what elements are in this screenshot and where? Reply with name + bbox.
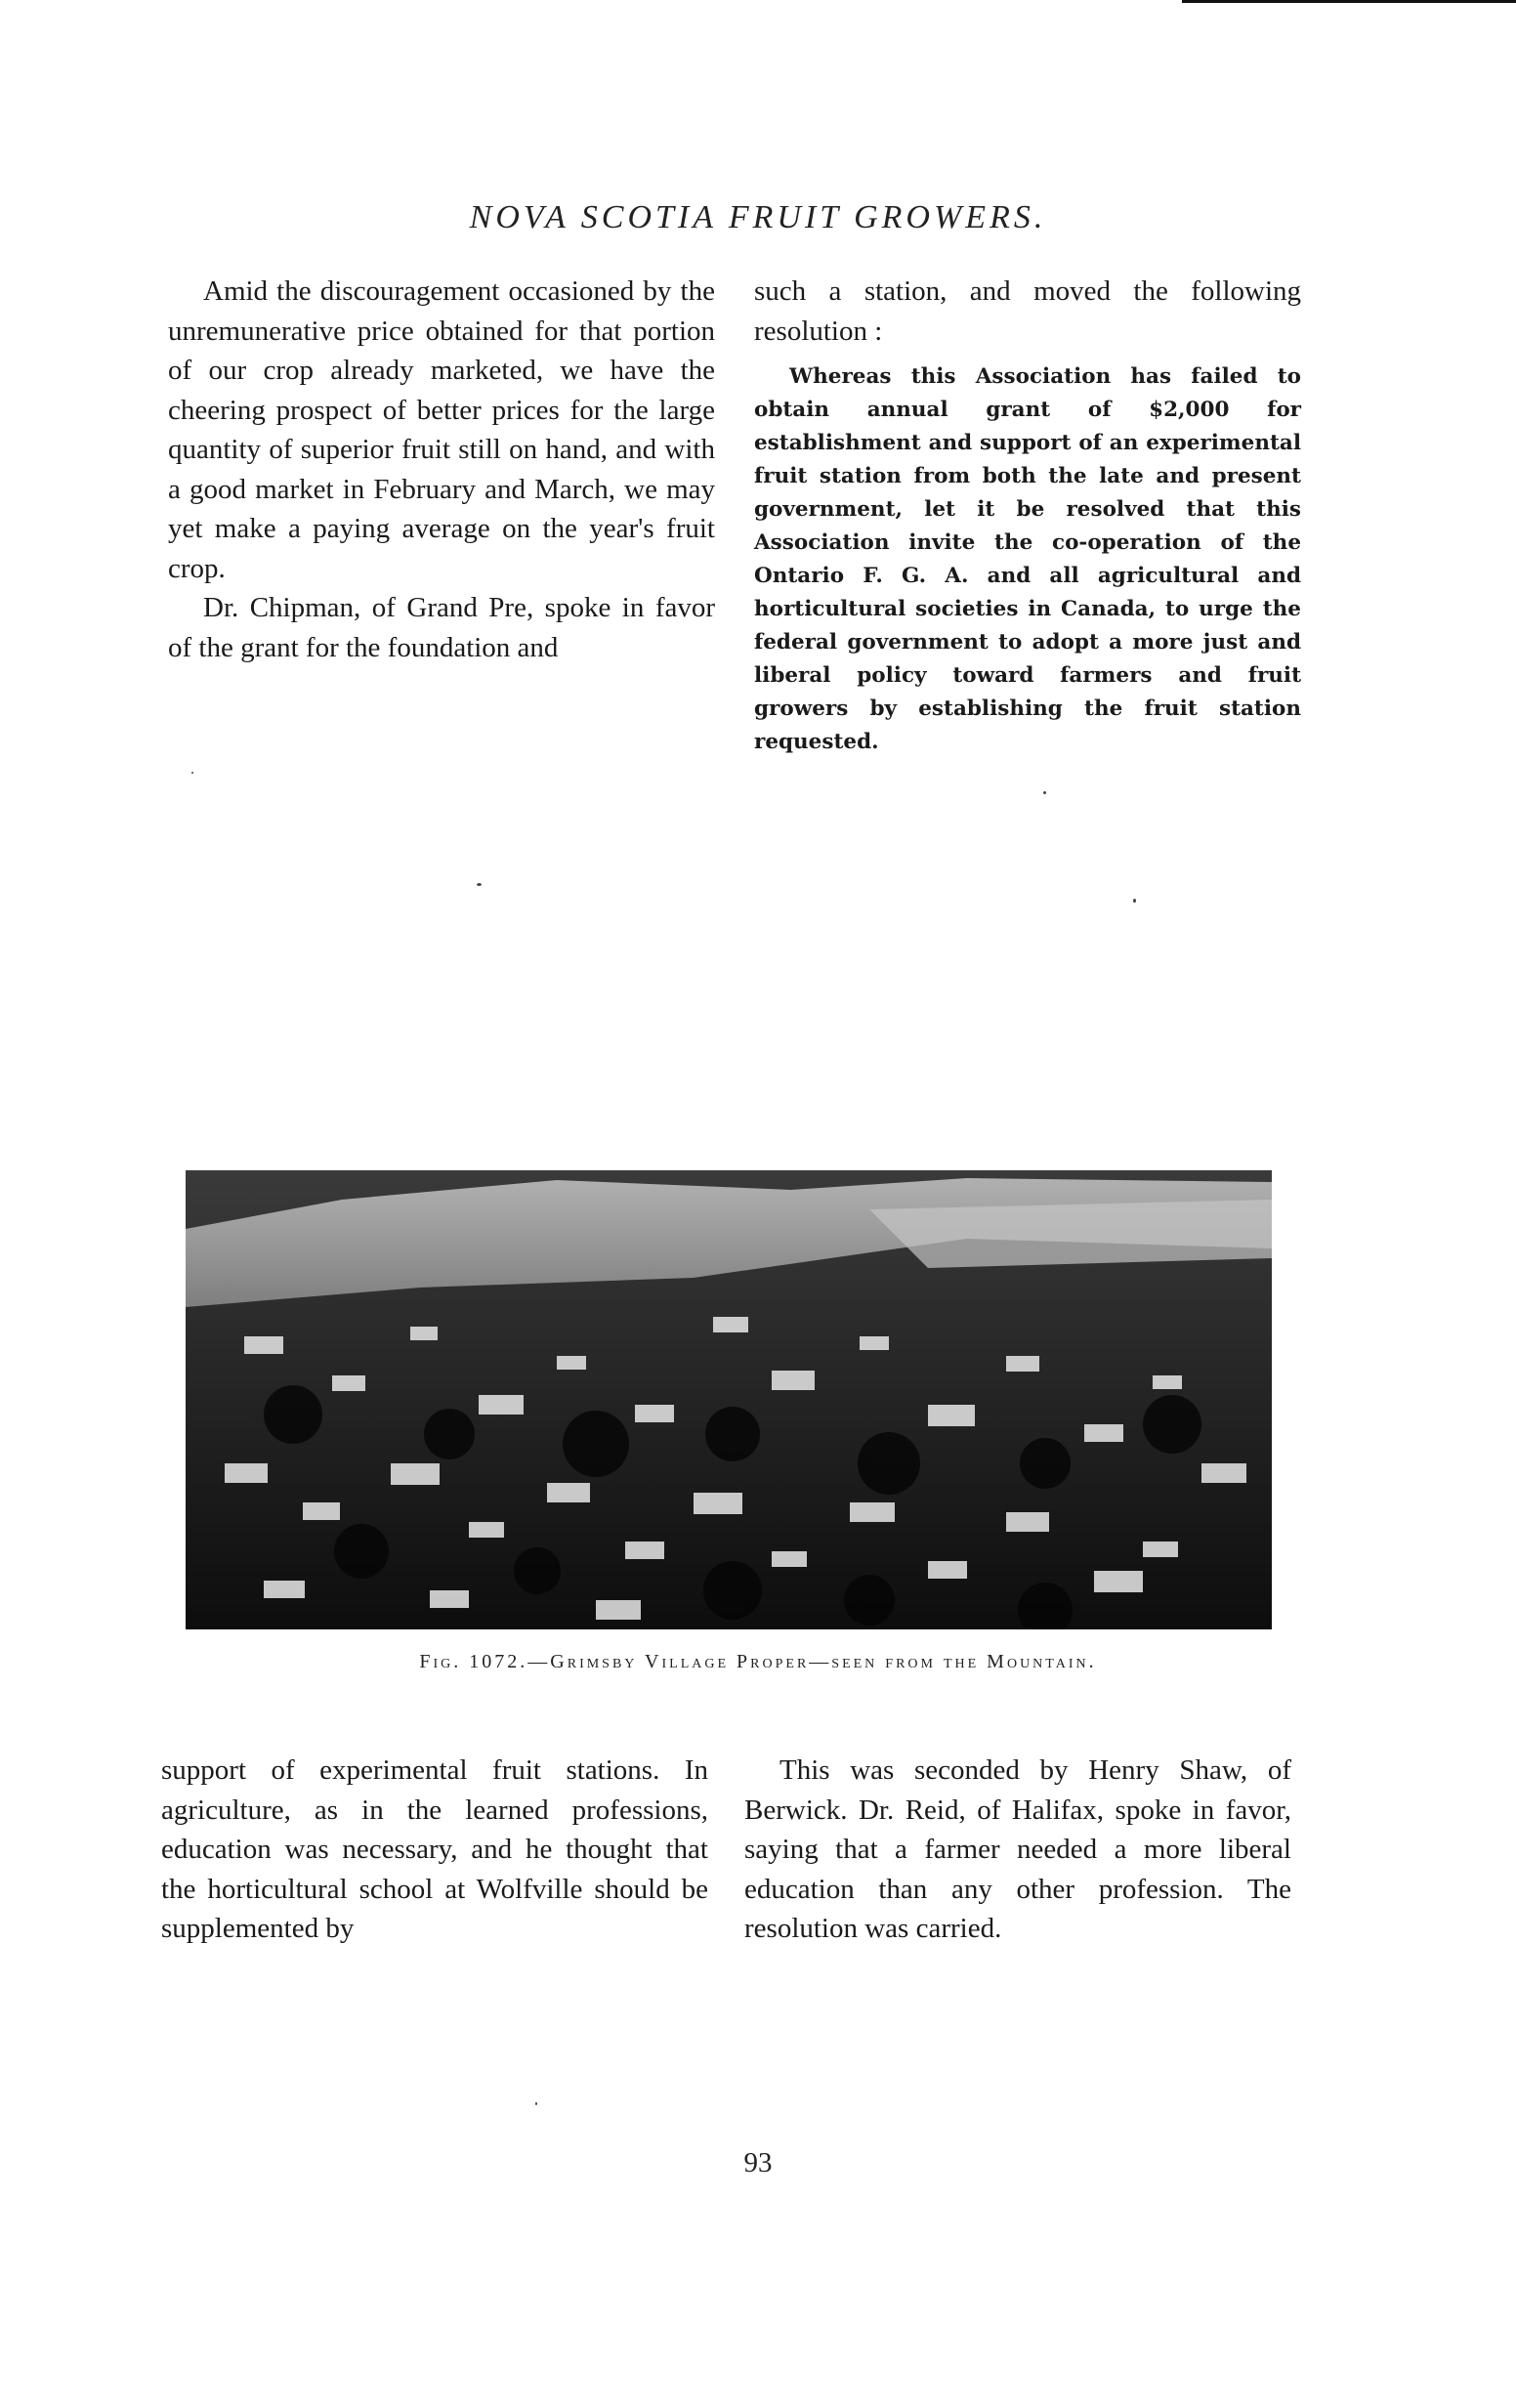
paragraph-station: such a station, and moved the following resolution : <box>754 275 1301 347</box>
column-left-bottom <box>161 1751 708 1949</box>
top-rule <box>1182 0 1516 3</box>
resolution-text: Whereas this Association has failed to obtain annual grant of $2,000 for establishment and support of an experimental fruit station from both the late and present government, let it be resolved that this Association invite the co-operation of the Ontario F. G. A. and all agricultural and horticultural societies in Canada, to urge the federal government to adopt a more just and liberal policy toward farmers and fruit growers by establishing the fruit station requested. <box>754 364 1301 754</box>
print-speck <box>477 883 482 886</box>
print-speck <box>535 2102 537 2105</box>
print-speck <box>191 772 193 774</box>
paragraph-support: support of experimental fruit stations. In agriculture, as in the learned professions, education was necessary, and he thought that the horticultural school at Wolfville should be supplemented by <box>161 1754 708 1944</box>
paragraph-discouragement: Amid the discouragement occasioned by the unremunerative price obtained for that portion of our crop already marketed, we have the cheering prospect of better prices for the large quantity of superior fruit still on hand, and with a good market in February and March, we may yet make a paying average on the year's fruit crop. <box>168 275 715 584</box>
paragraph-chipman: Dr. Chipman, of Grand Pre, spoke in favor of the grant for the foundation and <box>168 592 715 663</box>
print-speck <box>1133 899 1136 903</box>
column-left-top <box>168 272 715 667</box>
paragraph-seconded: This was seconded by Henry Shaw, of Berwick. Dr. Reid, of Halifax, spoke in favor, saying that a farmer needed a more liberal education than any other profession. The resolution was carried. <box>744 1754 1291 1944</box>
print-speck <box>1043 791 1046 794</box>
column-right-top <box>754 272 1301 759</box>
column-right-bottom <box>744 1751 1291 1949</box>
village-photograph <box>186 1170 1272 1629</box>
figure-caption: Fig. 1072.—Grimsby Village Proper—seen from the Mountain. <box>419 1651 1097 1672</box>
running-header: NOVA SCOTIA FRUIT GROWERS. <box>469 199 1047 235</box>
village-photo-image <box>186 1170 1272 1629</box>
page-number: 93 <box>743 2147 773 2178</box>
